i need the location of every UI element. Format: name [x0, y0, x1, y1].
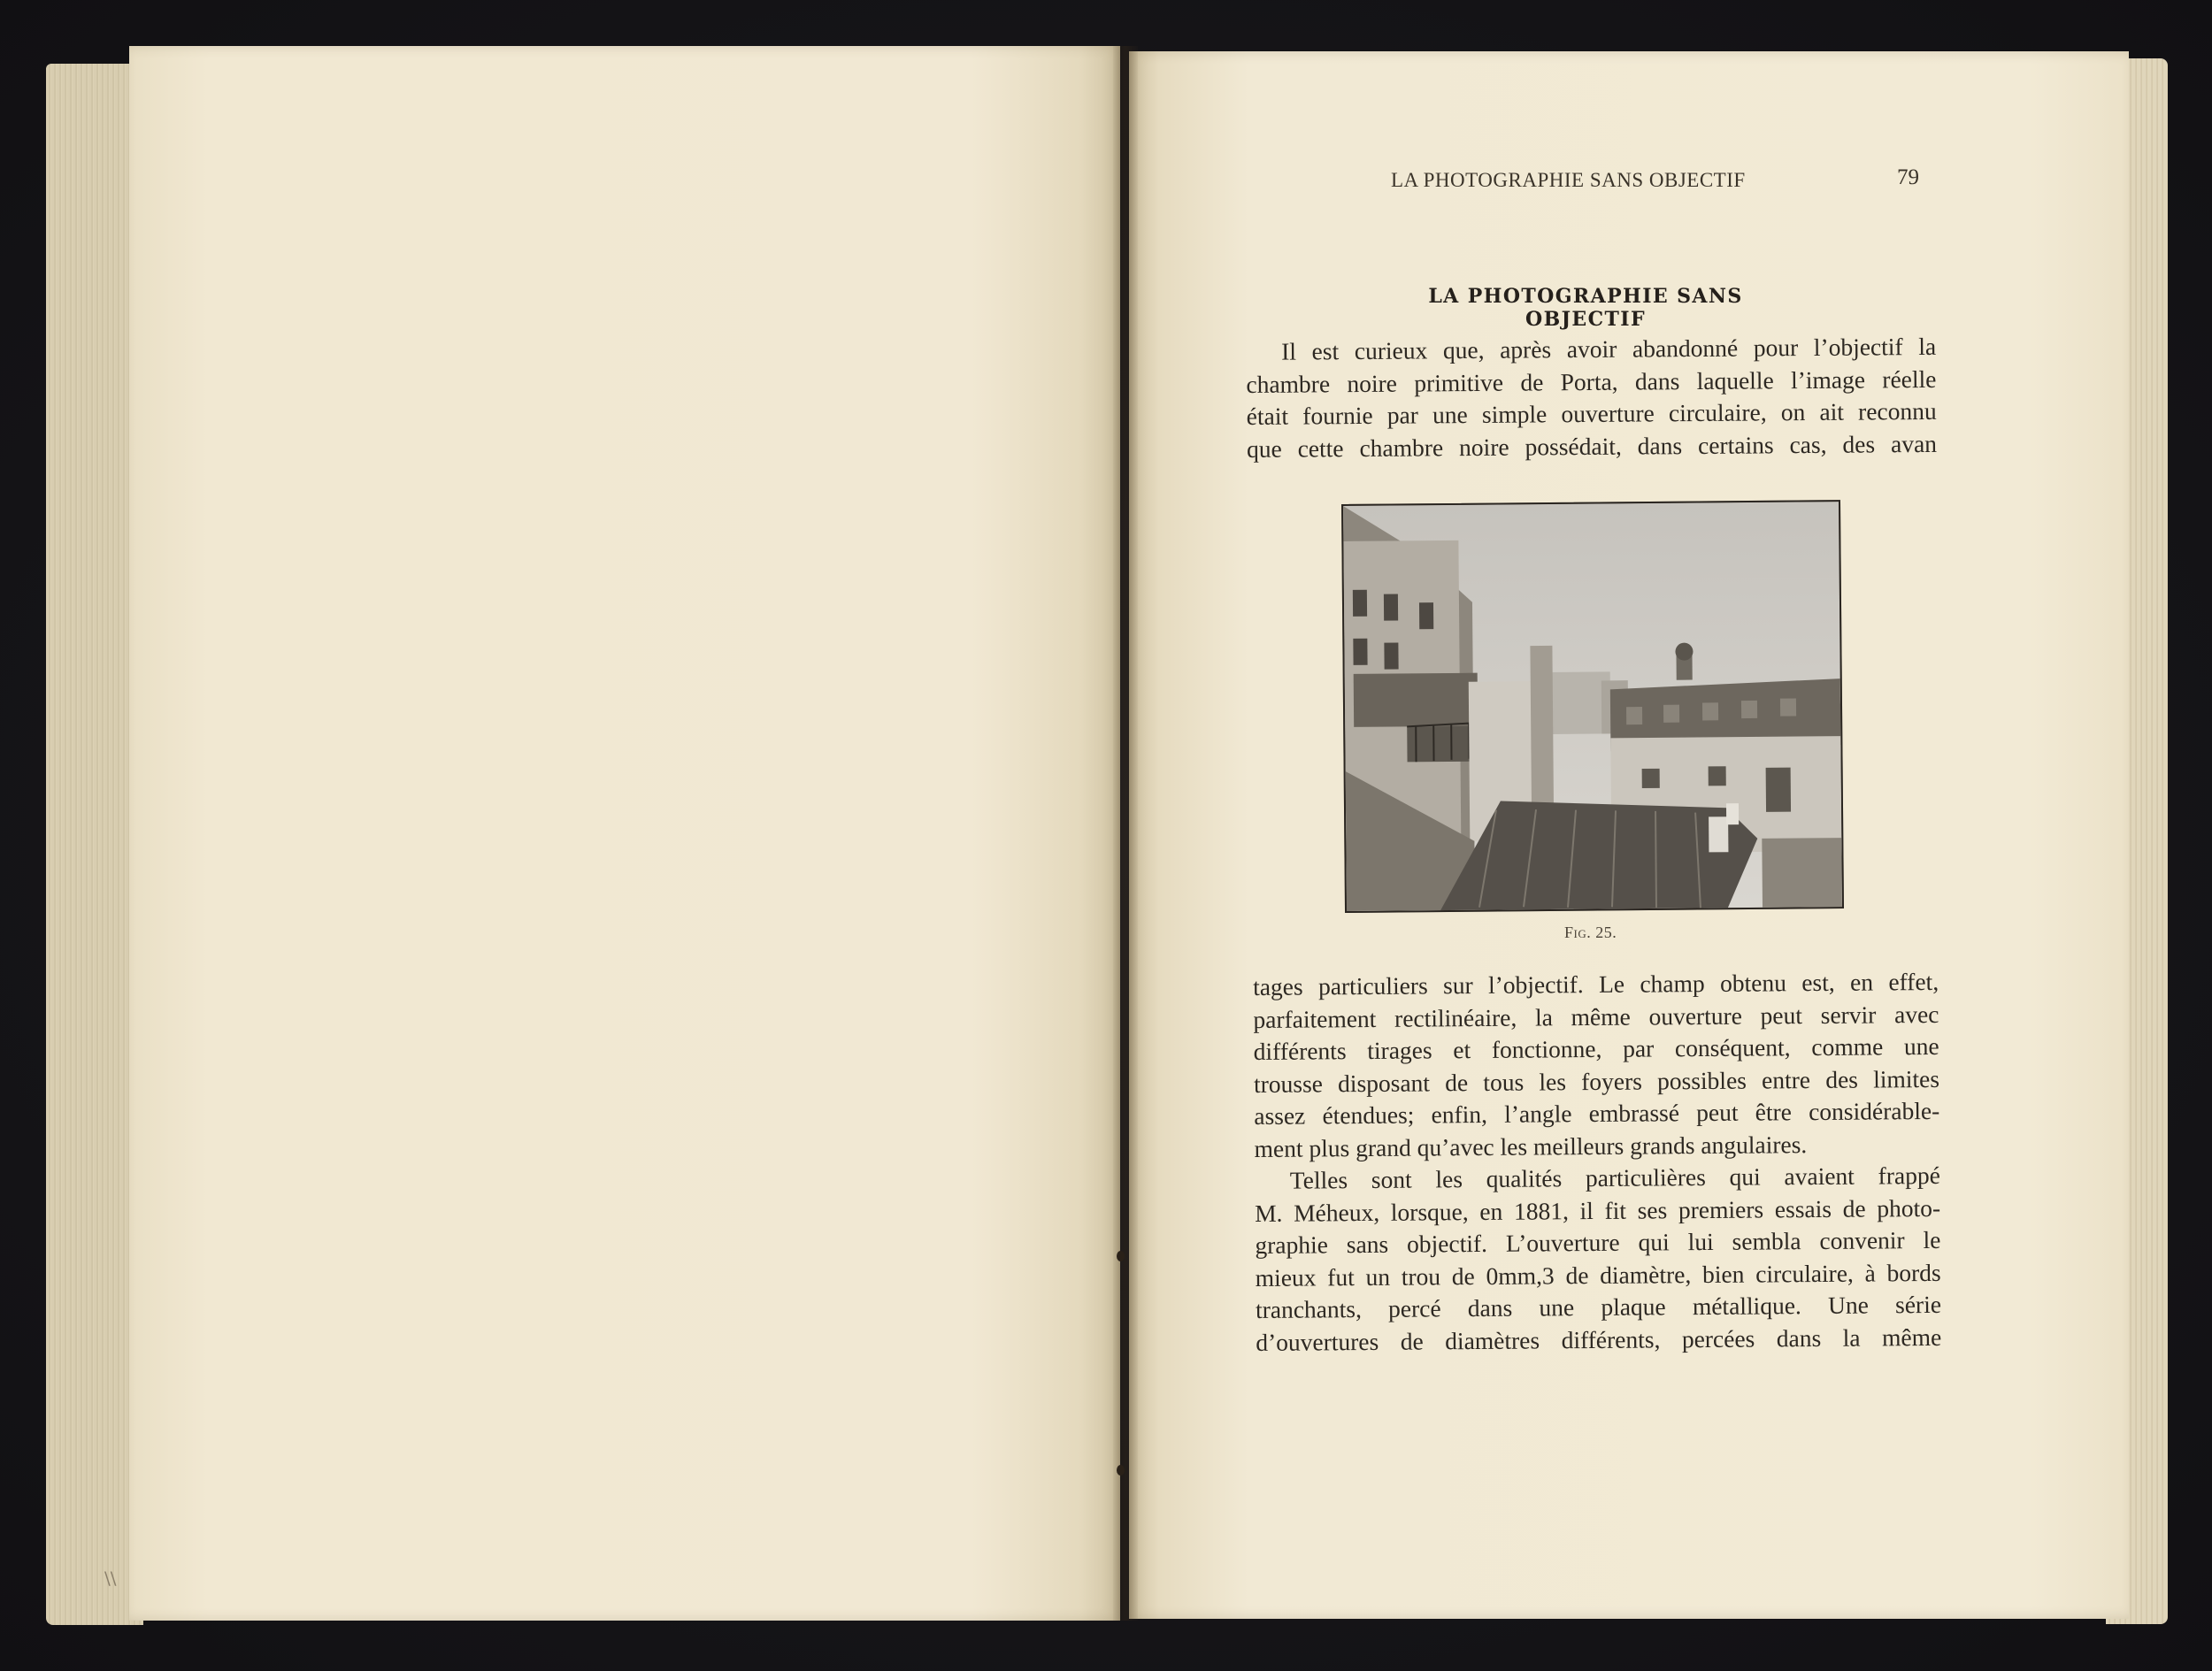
figure-caption: FIG. 25.: [1564, 924, 1617, 941]
text-line: M. Méheux, lorsque, en 1881, il fit ses premiers essais de photo-: [1255, 1193, 1941, 1227]
text-line: tages particuliers sur l’objectif. Le champ obtenu est, en effet,: [1253, 967, 1939, 1000]
text-line: trousse disposant de tous les foyers possibles entre des limites: [1253, 1064, 1940, 1098]
text-line: mieux fut un trou de 0mm,3 de diamètre, bien circulaire, à bords: [1255, 1258, 1941, 1292]
running-head: LA PHOTOGRAPHIE SANS OBJECTIF: [1391, 169, 1746, 191]
text-line: tranchants, percé dans une plaque métallique. Une série: [1255, 1290, 1942, 1323]
text-line: était fournie par une simple ouverture circulaire, on ait reconnu: [1246, 396, 1937, 430]
text-line: Il est curieux que, après avoir abandonné pour l’objectif la: [1281, 332, 1937, 365]
left-page: [129, 46, 1120, 1621]
pencil-mark: \\: [104, 1568, 117, 1589]
text-line: ment plus grand qu’avec les meilleurs grands angulaires.: [1254, 1130, 1808, 1162]
text-line: graphie sans objectif. L’ouverture qui lui sembla convenir le: [1255, 1225, 1941, 1259]
text-line: que cette chambre noire possédait, dans certains cas, des avan: [1246, 429, 1938, 463]
binding-thread-hole: [1117, 1465, 1125, 1476]
paragraph-continued: [1253, 966, 1941, 1359]
text-line: chambre noire primitive de Porta, dans laquelle l’image réelle: [1246, 364, 1937, 398]
chapter-title: LA PHOTOGRAPHIE SANS OBJECTIF: [1428, 285, 1743, 331]
text-line: d’ouvertures de diamètres différents, percées dans la même: [1256, 1322, 1942, 1356]
paragraph-intro: [1246, 331, 1937, 465]
rooftop-photo: [1343, 502, 1842, 911]
text-line: Telles sont les qualités particulières qui avaient frappé: [1289, 1161, 1940, 1194]
binding-thread-hole: [1117, 1251, 1125, 1261]
text-line: différents tirages et fonctionne, par conséquent, comme une: [1253, 1031, 1939, 1065]
page-number: 79: [1897, 165, 1919, 189]
text-line: assez étendues; enfin, l’angle embrassé peut être considérable-: [1254, 1096, 1940, 1130]
book-gutter: [1113, 46, 1138, 1621]
figure-photograph: [1341, 500, 1844, 913]
text-line: parfaitement rectilinéaire, la même ouverture peut servir avec: [1253, 1000, 1939, 1033]
